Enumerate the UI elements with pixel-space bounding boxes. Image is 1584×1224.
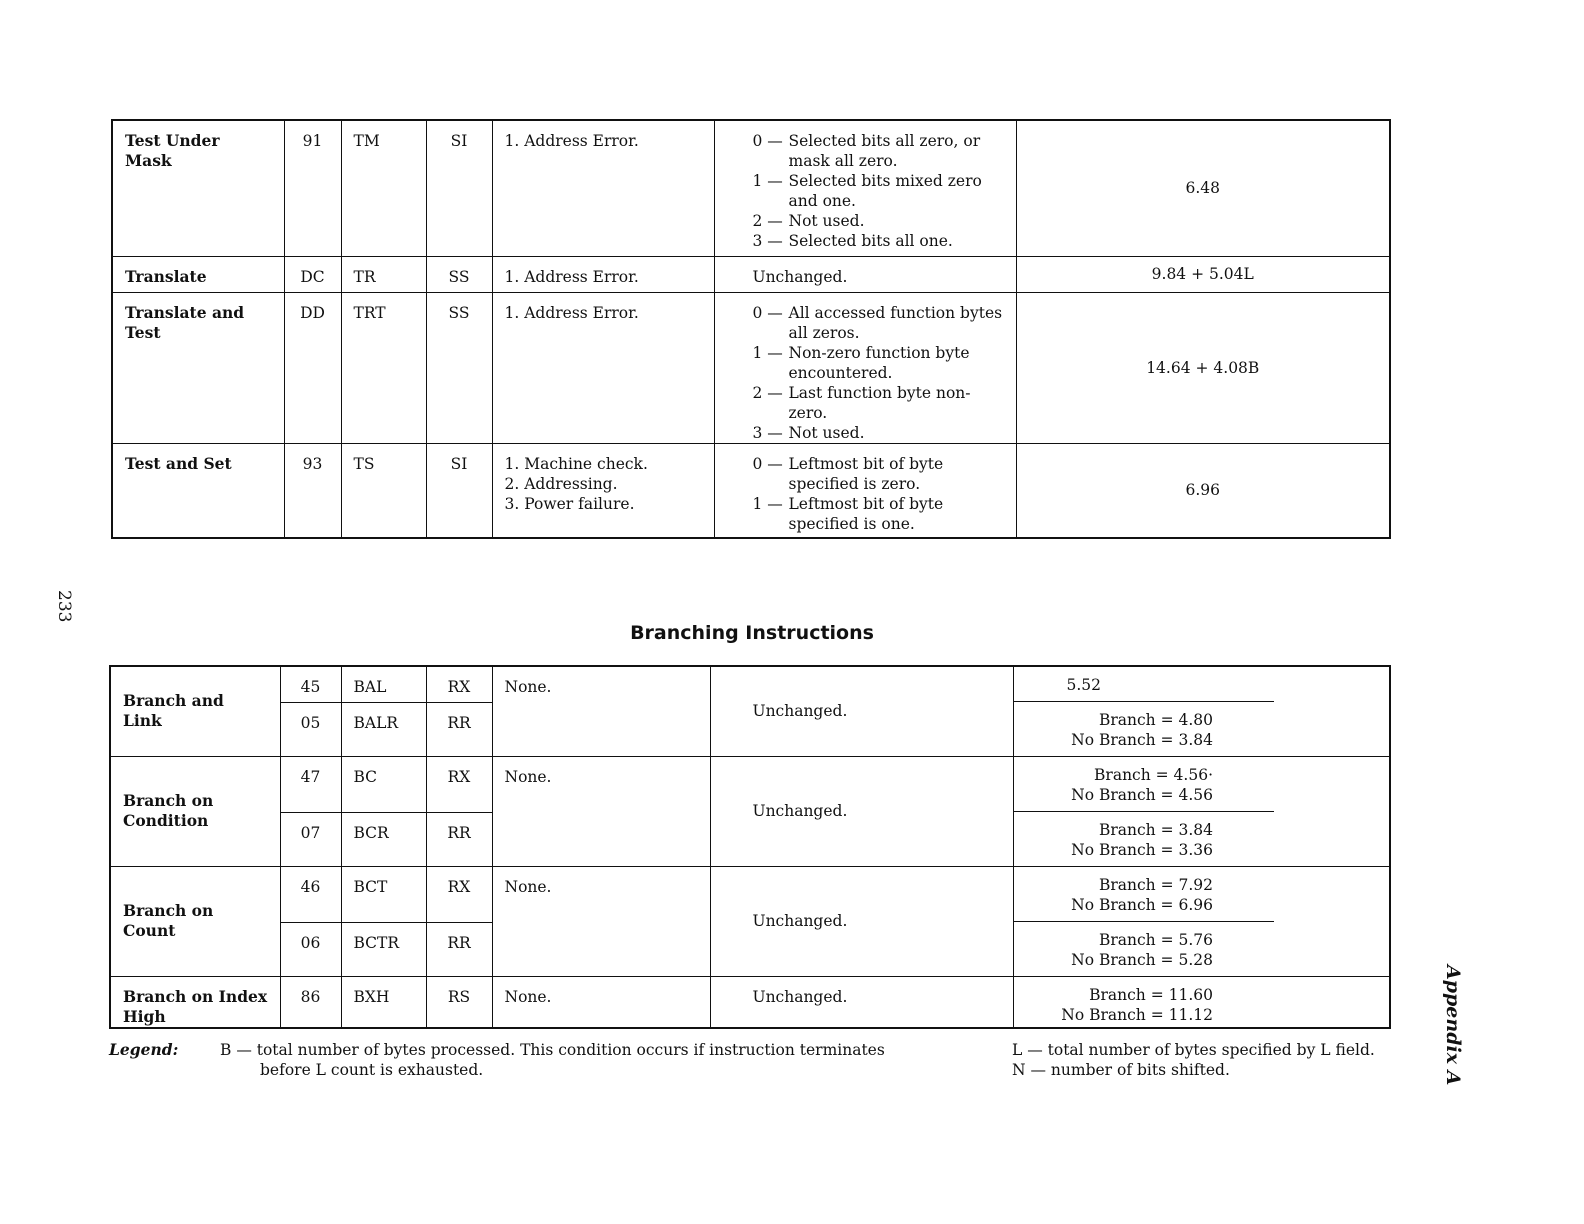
exception-item: 2. Addressing. bbox=[504, 474, 618, 493]
format: SS bbox=[426, 292, 492, 443]
format: SI bbox=[426, 120, 492, 256]
cc-number: 3 — bbox=[752, 423, 783, 442]
exceptions: None. bbox=[492, 666, 710, 756]
condition-code-item bbox=[753, 131, 1004, 171]
cc-number: 2 — bbox=[752, 383, 783, 402]
timing-values bbox=[1014, 820, 1390, 860]
op-code: 46 bbox=[280, 866, 341, 922]
instruction-name: Translate and Test bbox=[112, 292, 284, 443]
instruction-name: Test Under Mask bbox=[112, 120, 284, 256]
timing-cell bbox=[1013, 702, 1390, 756]
mnemonic: TRT bbox=[341, 292, 426, 443]
instruction-name: Branch and Link bbox=[110, 666, 280, 756]
cc-number: 0 — bbox=[752, 132, 783, 150]
timing-values bbox=[1014, 875, 1275, 922]
appendix-label: Appendix A bbox=[1442, 965, 1464, 1086]
mnemonic: TS bbox=[341, 443, 426, 538]
branching-instructions-table bbox=[109, 665, 1391, 1029]
op-code: 45 bbox=[280, 666, 341, 702]
timing-value: 5.52 bbox=[1066, 676, 1101, 694]
timing-values bbox=[1014, 985, 1390, 1025]
branch-row bbox=[110, 976, 1390, 1028]
mnemonic: BCT bbox=[341, 866, 426, 922]
mnemonic: BCR bbox=[341, 812, 426, 866]
exception-item: 1. Address Error. bbox=[504, 303, 639, 322]
op-code: 06 bbox=[280, 922, 341, 976]
op-code: DC bbox=[284, 256, 341, 292]
legend-n: N — number of bits shifted. bbox=[1012, 1061, 1230, 1079]
condition-code-item bbox=[753, 343, 1004, 383]
page-number: 233 bbox=[54, 590, 74, 623]
format: RR bbox=[426, 702, 492, 756]
legend-label: Legend: bbox=[109, 1040, 179, 1059]
exceptions bbox=[492, 443, 714, 538]
timing-value: No Branch = 6.96 bbox=[1071, 895, 1213, 914]
format: SI bbox=[426, 443, 492, 538]
cc-number: 0 — bbox=[752, 303, 783, 322]
cc-text: Last function byte non-zero. bbox=[788, 383, 971, 422]
legend-ln-definitions bbox=[1012, 1040, 1392, 1080]
condition-code bbox=[714, 292, 1016, 443]
exception-item: 1. Address Error. bbox=[504, 132, 639, 150]
instruction-name: Branch on Index High bbox=[110, 976, 280, 1028]
exception-item: 1. Address Error. bbox=[504, 267, 639, 286]
branch-row bbox=[110, 866, 1390, 922]
cc-text: Selected bits all zero, or mask all zero. bbox=[788, 132, 981, 170]
format: RX bbox=[426, 756, 492, 812]
format: RX bbox=[426, 666, 492, 702]
timing-cell bbox=[1013, 756, 1390, 812]
timing-values bbox=[1014, 710, 1390, 750]
exception-item: 1. Machine check. bbox=[504, 454, 648, 473]
condition-code: Unchanged. bbox=[710, 866, 1013, 976]
timing-value: Branch = 7.92 bbox=[1098, 875, 1213, 894]
mnemonic: BALR bbox=[341, 702, 426, 756]
op-code: 93 bbox=[284, 443, 341, 538]
timing-value: Branch = 4.56· bbox=[1094, 765, 1213, 784]
exceptions: None. bbox=[492, 976, 710, 1028]
condition-code: Unchanged. bbox=[710, 976, 1013, 1028]
exceptions: None. bbox=[492, 866, 710, 976]
timing-cell bbox=[1013, 976, 1390, 1028]
cc-number: 1 — bbox=[752, 172, 783, 190]
instruction-row bbox=[112, 120, 1390, 256]
mnemonic: BCTR bbox=[341, 922, 426, 976]
instruction-name: Branch on Condition bbox=[110, 756, 280, 866]
condition-code-item bbox=[753, 423, 1004, 443]
instruction-name: Translate bbox=[112, 256, 284, 292]
instruction-name: Test and Set bbox=[112, 443, 284, 538]
op-code: 91 bbox=[284, 120, 341, 256]
condition-code: Unchanged. bbox=[710, 756, 1013, 866]
mnemonic: TM bbox=[341, 120, 426, 256]
exceptions bbox=[492, 292, 714, 443]
timing: 14.64 + 4.08B bbox=[1016, 292, 1390, 443]
op-code: 86 bbox=[280, 976, 341, 1028]
op-code: 05 bbox=[280, 702, 341, 756]
cc-text: Leftmost bit of byte specified is one. bbox=[788, 494, 944, 533]
section-title: Branching Instructions bbox=[630, 622, 874, 644]
op-code: 07 bbox=[280, 812, 341, 866]
timing-value: Branch = 3.84 bbox=[1098, 821, 1213, 839]
timing-value: No Branch = 11.12 bbox=[1061, 1005, 1213, 1024]
timing-value: No Branch = 5.28 bbox=[1071, 951, 1213, 969]
condition-code-item bbox=[753, 494, 1004, 534]
cc-number: 0 — bbox=[752, 454, 783, 473]
op-code: DD bbox=[284, 292, 341, 443]
format: RX bbox=[426, 866, 492, 922]
timing-value: No Branch = 3.84 bbox=[1071, 731, 1213, 749]
timing-value: No Branch = 4.56 bbox=[1071, 785, 1213, 804]
condition-code-item bbox=[753, 231, 1004, 251]
legend-b-line2: before L count is exhausted. bbox=[260, 1061, 484, 1079]
instruction-table-top bbox=[111, 119, 1391, 539]
timing-value: Branch = 5.76 bbox=[1098, 931, 1213, 949]
timing-cell bbox=[1013, 866, 1390, 922]
exceptions bbox=[492, 120, 714, 256]
format: SS bbox=[426, 256, 492, 292]
mnemonic: TR bbox=[341, 256, 426, 292]
timing: 6.48 bbox=[1016, 120, 1390, 256]
mnemonic: BXH bbox=[341, 976, 426, 1028]
timing-values bbox=[1014, 930, 1390, 970]
legend-b-line1: B — total number of bytes processed. This condition occurs if instruction terminates bbox=[220, 1041, 885, 1059]
condition-code-item bbox=[753, 211, 1004, 231]
condition-code-item bbox=[753, 171, 1004, 211]
instruction-row bbox=[112, 256, 1390, 292]
cc-number: 1 — bbox=[752, 343, 783, 362]
timing-value: Branch = 11.60 bbox=[1089, 985, 1213, 1004]
instruction-row bbox=[112, 443, 1390, 538]
cc-number: 3 — bbox=[752, 232, 783, 250]
branch-row bbox=[110, 756, 1390, 812]
cc-text: Selected bits all one. bbox=[788, 232, 953, 250]
format: RR bbox=[426, 922, 492, 976]
condition-code bbox=[714, 256, 1016, 292]
condition-text: Unchanged. bbox=[752, 267, 848, 286]
timing-cell bbox=[1013, 666, 1390, 702]
format: RS bbox=[426, 976, 492, 1028]
timing-values bbox=[1014, 765, 1275, 812]
cc-number: 1 — bbox=[752, 494, 783, 513]
legend-b-definition bbox=[220, 1040, 920, 1080]
condition-code bbox=[714, 443, 1016, 538]
timing-value: Branch = 4.80 bbox=[1098, 711, 1213, 729]
exceptions: None. bbox=[492, 756, 710, 866]
condition-code-item bbox=[753, 383, 1004, 423]
timing: 6.96 bbox=[1016, 443, 1390, 538]
timing-cell bbox=[1013, 812, 1390, 866]
condition-code: Unchanged. bbox=[710, 666, 1013, 756]
timing-values bbox=[1014, 675, 1275, 702]
legend-l: L — total number of bytes specified by L field. bbox=[1012, 1041, 1375, 1059]
condition-code-item bbox=[753, 303, 1004, 343]
condition-code-item bbox=[753, 454, 1004, 494]
mnemonic: BAL bbox=[341, 666, 426, 702]
cc-text: Non-zero function byte encountered. bbox=[788, 343, 970, 382]
op-code: 47 bbox=[280, 756, 341, 812]
cc-text: Leftmost bit of byte specified is zero. bbox=[788, 454, 944, 493]
condition-code bbox=[714, 120, 1016, 256]
cc-text: All accessed function bytes all zeros. bbox=[788, 303, 1003, 342]
cc-text: Not used. bbox=[788, 212, 865, 230]
cc-text: Not used. bbox=[788, 423, 865, 442]
timing-cell bbox=[1013, 922, 1390, 976]
format: RR bbox=[426, 812, 492, 866]
exception-item: 3. Power failure. bbox=[504, 494, 635, 513]
timing: 9.84 + 5.04L bbox=[1016, 256, 1390, 292]
cc-number: 2 — bbox=[752, 212, 783, 230]
cc-text: Selected bits mixed zero and one. bbox=[788, 172, 982, 210]
timing-value: No Branch = 3.36 bbox=[1071, 841, 1213, 859]
exceptions bbox=[492, 256, 714, 292]
mnemonic: BC bbox=[341, 756, 426, 812]
instruction-row bbox=[112, 292, 1390, 443]
instruction-name: Branch on Count bbox=[110, 866, 280, 976]
branch-row bbox=[110, 666, 1390, 702]
